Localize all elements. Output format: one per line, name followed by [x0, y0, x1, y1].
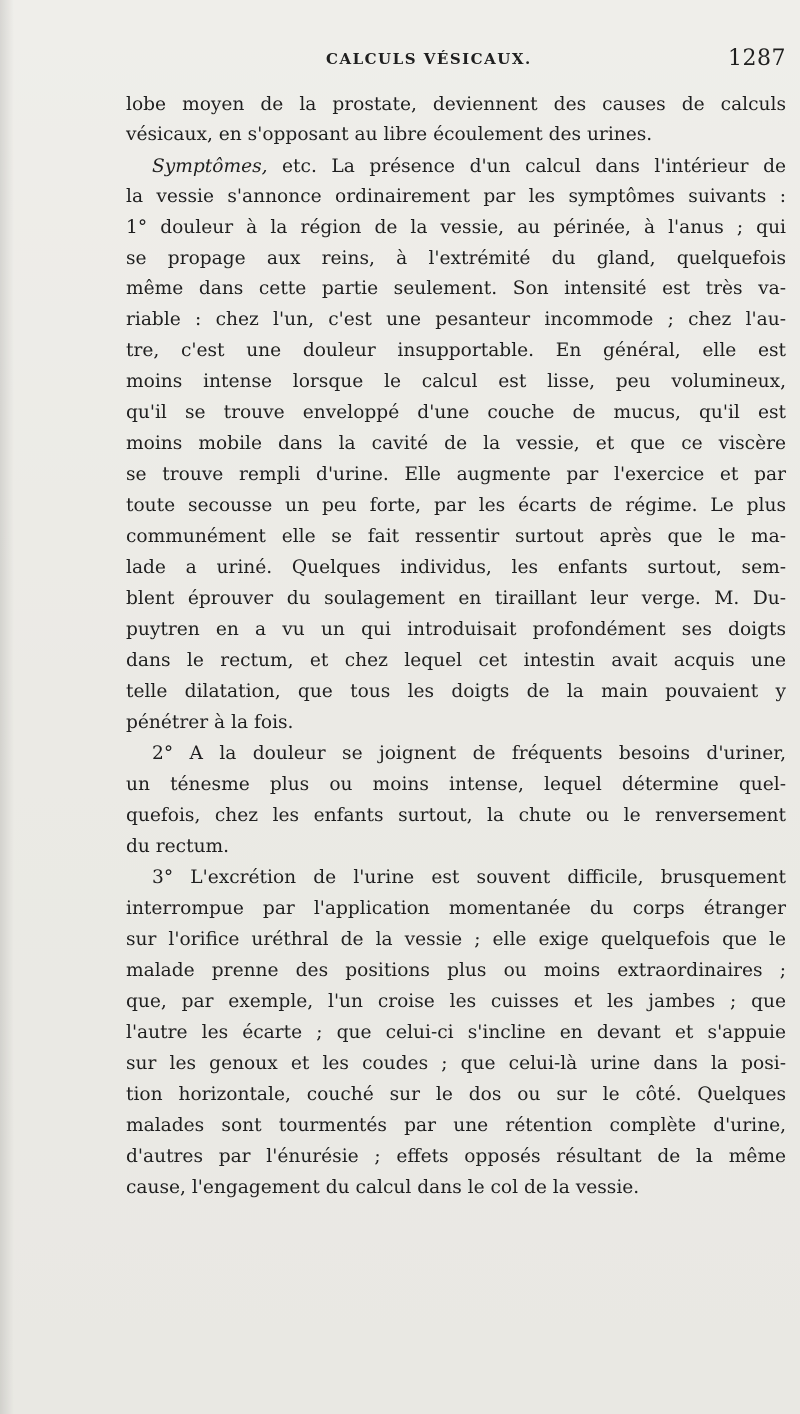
text-line: quefois, chez les enfants surtout, la chute ou le renversement [126, 805, 786, 826]
text-line: malade prenne des positions plus ou moins extraordinaires ; [126, 960, 786, 981]
text-line: qu'il se trouve enveloppé d'une couche de mucus, qu'il est [126, 402, 786, 423]
text-line: l'autre les écarte ; que celui-ci s'incline en devant et s'appuie [126, 1022, 786, 1043]
text-line: d'autres par l'énurésie ; effets opposés résultant de la même [126, 1146, 786, 1167]
text-line: communément elle se fait ressentir surtout après que le ma- [126, 526, 786, 547]
text-line: se trouve rempli d'urine. Elle augmente par l'exercice et par [126, 464, 786, 485]
running-title: CALCULS VÉSICAUX. [326, 50, 532, 68]
text-line: malades sont tourmentés par une rétention complète d'urine, [126, 1115, 786, 1136]
text-line: tre, c'est une douleur insupportable. En général, elle est [126, 340, 786, 361]
text-line: telle dilatation, que tous les doigts de la main pouvaient y [126, 681, 786, 702]
text-line: blent éprouver du soulagement en tiraillant leur verge. M. Du- [126, 588, 786, 609]
text-line: sur les genoux et les coudes ; que celui-là urine dans la posi- [126, 1053, 786, 1074]
text-line: lobe moyen de la prostate, deviennent des causes de calculs [126, 94, 786, 115]
text-line: Symptômes, etc. La présence d'un calcul dans l'intérieur de [152, 156, 786, 177]
text-line: sur l'orifice uréthral de la vessie ; elle exige quelquefois que le [126, 929, 786, 950]
section-heading: Symptômes, [152, 156, 268, 177]
text-line: 2° A la douleur se joignent de fréquents besoins d'uriner, [152, 743, 786, 764]
text-line: que, par exemple, l'un croise les cuisses et les jambes ; que [126, 991, 786, 1012]
text-line: dans le rectum, et chez lequel cet intestin avait acquis une [126, 650, 786, 671]
text-line: puytren en a vu un qui introduisait profondément ses doigts [126, 619, 786, 640]
text-line: 3° L'excrétion de l'urine est souvent difficile, brusquement [152, 867, 786, 888]
text-line: cause, l'engagement du calcul dans le col de la vessie. [126, 1177, 640, 1198]
text-line: même dans cette partie seulement. Son intensité est très va- [126, 278, 786, 299]
text-line: tion horizontale, couché sur le dos ou sur le côté. Quelques [126, 1084, 786, 1105]
page-spine-shadow [0, 0, 14, 1414]
text-line: 1° douleur à la région de la vessie, au périnée, à l'anus ; qui [126, 217, 786, 238]
text-line: interrompue par l'application momentanée du corps étranger [126, 898, 786, 919]
text-line: toute secousse un peu forte, par les écarts de régime. Le plus [126, 495, 786, 516]
text-line: la vessie s'annonce ordinairement par les symptômes suivants : [126, 186, 786, 207]
text-line: se propage aux reins, à l'extrémité du gland, quelquefois [126, 248, 786, 269]
text-line: lade a uriné. Quelques individus, les enfants surtout, sem- [126, 557, 786, 578]
text-line: du rectum. [126, 836, 230, 857]
page-number: 1287 [728, 46, 786, 71]
text-line: un ténesme plus ou moins intense, lequel détermine quel- [126, 774, 786, 795]
text-line: riable : chez l'un, c'est une pesanteur incommode ; chez l'au- [126, 309, 786, 330]
text-line: pénétrer à la fois. [126, 712, 294, 733]
text-line: moins intense lorsque le calcul est lisse, peu volumineux, [126, 371, 786, 392]
text-line: moins mobile dans la cavité de la vessie, et que ce viscère [126, 433, 786, 454]
page-header [126, 44, 786, 84]
text-line: vésicaux, en s'opposant au libre écoulement des urines. [126, 124, 653, 145]
